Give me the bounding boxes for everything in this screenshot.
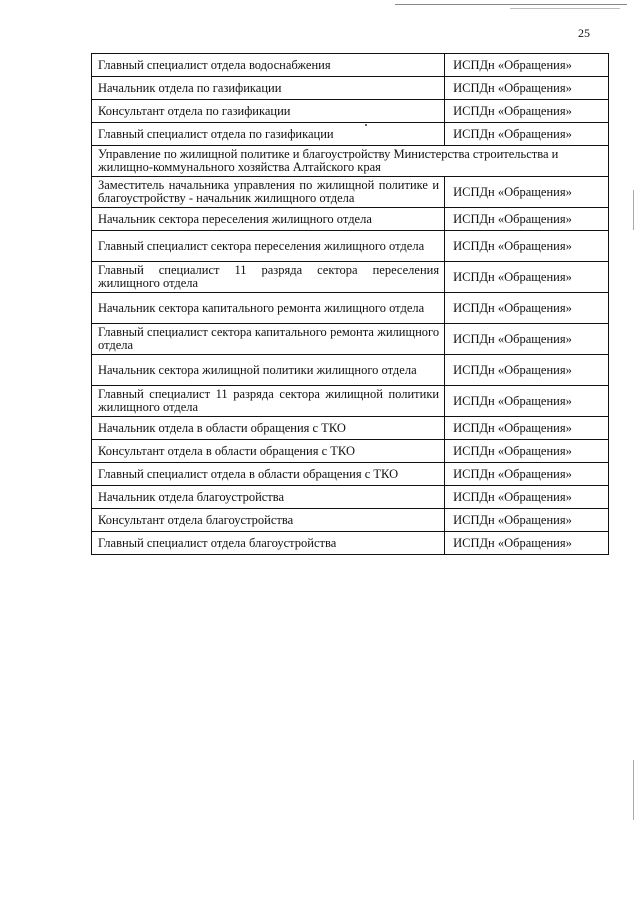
position-cell: Начальник отдела благоустройства: [92, 486, 445, 509]
department-heading: Управление по жилищной политике и благоустройству Министерства строительства и жилищно-коммунального хозяйства Алтайского края: [92, 146, 609, 177]
table-row: [92, 123, 609, 146]
position-cell: Консультант отдела благоустройства: [92, 509, 445, 532]
position-cell: Начальник сектора жилищной политики жилищного отдела: [92, 355, 445, 386]
table-row: [92, 100, 609, 123]
table-row: [92, 54, 609, 77]
scan-edge-mark: [633, 760, 634, 820]
system-cell: ИСПДн «Обращения»: [445, 532, 609, 555]
system-cell: ИСПДн «Обращения»: [445, 208, 609, 231]
table-row: [92, 324, 609, 355]
table-row: [92, 509, 609, 532]
system-cell: ИСПДн «Обращения»: [445, 324, 609, 355]
table-row: [92, 463, 609, 486]
position-cell: Главный специалист сектора капитального ремонта жилищного отдела: [92, 324, 445, 355]
system-cell: ИСПДн «Обращения»: [445, 123, 609, 146]
position-cell: Начальник сектора переселения жилищного отдела: [92, 208, 445, 231]
position-cell: Главный специалист 11 разряда сектора переселения жилищного отдела: [92, 262, 445, 293]
position-cell: Главный специалист отдела водоснабжения: [92, 54, 445, 77]
positions-table-body: [92, 54, 609, 555]
positions-table: [91, 53, 609, 555]
table-row: [92, 486, 609, 509]
system-cell: ИСПДн «Обращения»: [445, 231, 609, 262]
system-cell: ИСПДн «Обращения»: [445, 355, 609, 386]
table-row: [92, 208, 609, 231]
system-cell: ИСПДн «Обращения»: [445, 54, 609, 77]
table-row: [92, 231, 609, 262]
position-cell: Главный специалист 11 разряда сектора жилищной политики жилищного отдела: [92, 386, 445, 417]
system-cell: ИСПДн «Обращения»: [445, 77, 609, 100]
position-cell: Начальник отдела по газификации: [92, 77, 445, 100]
system-cell: ИСПДн «Обращения»: [445, 440, 609, 463]
system-cell: ИСПДн «Обращения»: [445, 100, 609, 123]
table-row: [92, 417, 609, 440]
position-cell: Начальник отдела в области обращения с ТКО: [92, 417, 445, 440]
table-row: [92, 77, 609, 100]
scan-edge-mark: [633, 190, 634, 230]
system-cell: ИСПДн «Обращения»: [445, 262, 609, 293]
table-row: [92, 262, 609, 293]
position-cell: Консультант отдела в области обращения с ТКО: [92, 440, 445, 463]
position-cell: Главный специалист отдела по газификации: [92, 123, 445, 146]
position-cell: Главный специалист отдела благоустройства: [92, 532, 445, 555]
top-rule: [395, 4, 627, 5]
position-cell: Главный специалист отдела в области обращения с ТКО: [92, 463, 445, 486]
department-row: [92, 146, 609, 177]
table-row: [92, 440, 609, 463]
position-cell: Главный специалист сектора переселения жилищного отдела: [92, 231, 445, 262]
table-row: [92, 386, 609, 417]
system-cell: ИСПДн «Обращения»: [445, 293, 609, 324]
system-cell: ИСПДн «Обращения»: [445, 509, 609, 532]
system-cell: ИСПДн «Обращения»: [445, 417, 609, 440]
system-cell: ИСПДн «Обращения»: [445, 463, 609, 486]
table-row: [92, 177, 609, 208]
position-cell: Консультант отдела по газификации: [92, 100, 445, 123]
position-cell: Заместитель начальника управления по жилищной политике и благоустройству - начальник жилищного отдела: [92, 177, 445, 208]
table-row: [92, 293, 609, 324]
page-number: 25: [578, 26, 590, 40]
system-cell: ИСПДн «Обращения»: [445, 486, 609, 509]
position-cell: Начальник сектора капитального ремонта жилищного отдела: [92, 293, 445, 324]
system-cell: ИСПДн «Обращения»: [445, 177, 609, 208]
table-row: [92, 532, 609, 555]
system-cell: ИСПДн «Обращения»: [445, 386, 609, 417]
top-rule-secondary: [510, 8, 620, 9]
table-row: [92, 355, 609, 386]
